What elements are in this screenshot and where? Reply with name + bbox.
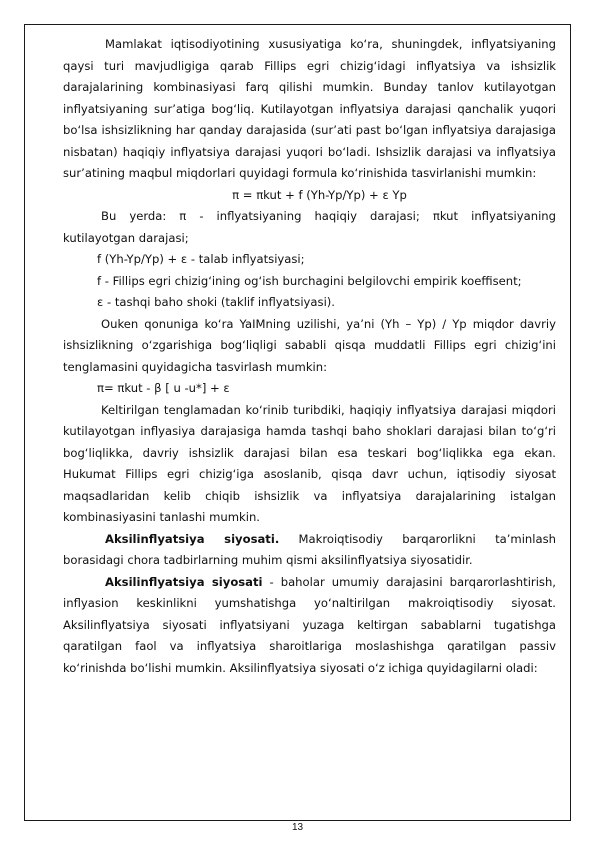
term-anti-inflation-policy: Aksilinflyatsiya siyosati.: [105, 531, 280, 546]
term-anti-inflation-policy-2: Aksilinflyatsiya siyosati: [105, 574, 263, 589]
paragraph-anti-inflation-definition-text: - baholar umumiy darajasini barqarorlashtirish, inflyasion keskinlikni yumshatishga yo‘naltirilgan makroiqtisodiy siyosat. Aksilinflyatsiya siyosati inflyatsiyani yuzaga keltirgan sabablarni tugatishga qaratilgan faol va inflyatsiya sharoitlariga moslashishga qaratilgan passiv ko‘rinishda bo‘lishi mumkin. Aksilinflyatsiya siyosati o‘z ichiga quyidagilarni oladi:: [63, 574, 556, 675]
document-body: [63, 34, 556, 679]
paragraph-anti-inflation-intro: [63, 529, 556, 572]
page-number: 13: [291, 822, 304, 833]
paragraph-intro: Mamlakat iqtisodiyotining xususiyatiga ko‘ra, shuningdek, inflyatsiyaning qaysi turi mavjudligiga qarab Fillips egri chizig‘idagi inflyatsiya va ishsizlik darajalarining kombinasiyasi farq qilishi mumkin. Bunday tanlov kutilayotgan inflyatsiyaning sur’atiga bog‘liq. Kutilayotgan inflyatsiya darajasi qanchalik yuqori bo‘lsa ishsizlikning har qanday darajasida (sur’ati past bo‘lgan inflyatsiya darajasiga nisbatan) haqiqiy inflyatsiya darajasi yuqori bo‘ladi. Ishsizlik darajasi va inflyatsiya sur’atining maqbul miqdorlari quyidagi formula ko‘rinishida tasvirlanishi mumkin:: [63, 37, 556, 180]
definition-coefficient-f: f - Fillips egri chizig‘ining og‘ish burchagini belgilovchi empirik koeffisent;: [97, 273, 522, 288]
formula-phillips-2: π= πkut - β [ u -u*] + ε: [97, 381, 230, 395]
paragraph-anti-inflation-intro-text: Makroiqtisodiy barqarorlikni ta’minlash borasidagi chora tadbirlarning muhim qismi aksilinflyatsiya siyosatidir.: [63, 531, 556, 567]
paragraph-definitions: Bu yerda: π - inflyatsiyaning haqiqiy darajasi; πkut inflyatsiyaning kutilayotgan darajasi;: [63, 209, 556, 245]
definition-epsilon: ε - tashqi baho shoki (taklif inflyatsiyasi).: [97, 295, 335, 309]
paragraph-anti-inflation-definition: [63, 572, 556, 680]
paragraph-okun-law: Ouken qonuniga ko‘ra YaIMning uzilishi, ya’ni (Yh – Yp) / Yp miqdor davriy ishsizlikning o‘zgarishiga bog‘liqligi sababli qisqa muddatli Fillips egri chizig‘ini tenglamasini quyidagicha tasvirlash mumkin:: [63, 316, 556, 374]
formula-phillips-1: π = πkut + f (Yh-Yp/Yp) + ε Yp: [232, 187, 407, 202]
paragraph-conclusion: Keltirilgan tenglamadan ko‘rinib turibdiki, haqiqiy inflyatsiya darajasi miqdori kutilayotgan inflyasiya darajasiga hamda tashqi baho shoklari darajasi bilan to‘g‘ri bog‘liqlikka, davriy ishsizlik darajasi bilan esa teskari bog‘liqlikka ega ekan. Hukumat Fillips egri chizig‘iga asoslanib, qisqa davr uchun, iqtisodiy siyosat maqsadlaridan kelib chiqib ishsizlik va inflyatsiya darajalarining istalgan kombinasiyasini tanlashi mumkin.: [63, 402, 556, 524]
definition-demand-inflation: f (Yh-Yp/Yp) + ε - talab inflyatsiyasi;: [97, 252, 305, 266]
